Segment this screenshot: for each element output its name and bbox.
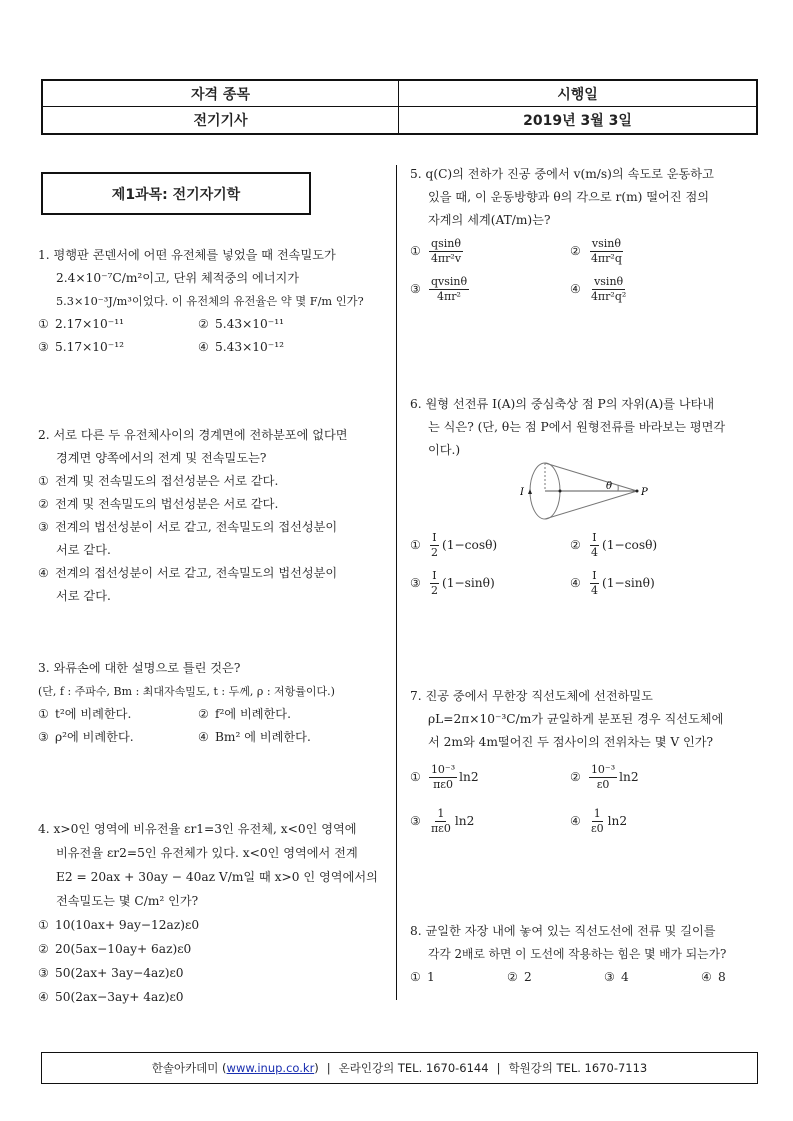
fraction: $\frac{1}{\pi\varepsilon 0}$	[430, 806, 451, 835]
question-text: 자계의 세계(AT/m)는?	[428, 213, 551, 227]
options	[410, 232, 760, 308]
option-2[interactable]: ② 20(5ax−10ay+ 6az)ε0	[38, 942, 192, 956]
question-text: q(C)의 전하가 진공 중에서 v(m/s)의 속도로 운동하고	[425, 167, 714, 181]
footer-academy: 한솔아카데미 (	[151, 1061, 227, 1075]
question-text: 경계면 양쪽에서의 전계 및 전속밀도는?	[56, 451, 267, 465]
exam-info-table	[41, 79, 758, 135]
fraction: $\frac{\text{10⁻³}}{\pi\varepsilon 0}$	[430, 762, 456, 791]
question-text: 평행판 콘덴서에 어떤 유전체를 넣었을 때 전속밀도가	[53, 248, 336, 262]
question-number: 6.	[410, 397, 422, 411]
question-text: 진공 중에서 무한장 직선도체에 선전하밀도	[425, 689, 653, 703]
question-text: 와류손에 대한 설명으로 틀린 것은?	[53, 661, 241, 675]
option-1[interactable]: ① 10(10ax+ 9ay−12az)ε0	[38, 918, 200, 932]
question-text: 5.3×10⁻³J/m³이었다. 이 유전체의 유전율은 약 몇 F/m 인가?	[56, 295, 364, 308]
option-4[interactable]: ④ $\frac{I}{4}$ (1−sinθ)	[570, 568, 655, 597]
label-current: I	[520, 487, 524, 498]
option-3[interactable]: ③ 50(2ax+ 3ay−4az)ε0	[38, 966, 184, 980]
option-4[interactable]: ④ Bm² 에 비례한다.	[198, 730, 311, 744]
option-2[interactable]: ② 전계 및 전속밀도의 법선성분은 서로 같다.	[38, 497, 279, 511]
options	[38, 703, 393, 749]
question-7	[410, 685, 760, 840]
header-cell-date-label: 시행일	[399, 81, 756, 107]
question-text: 각각 2배로 하면 이 도선에 작용하는 힘은 몇 배가 되는가?	[428, 947, 727, 961]
option-3[interactable]: ③ $\frac{qvsin\theta}{\text{4πr²}}$	[410, 274, 468, 303]
option-2[interactable]: ② $\frac{I}{4}$ (1−cosθ)	[570, 530, 658, 559]
option-4[interactable]: ④ 8	[701, 970, 726, 984]
point-p-dot	[636, 490, 639, 493]
option-1[interactable]: ① 1	[410, 970, 435, 984]
current-arrow-icon	[528, 489, 532, 494]
cone-lower-line	[545, 491, 637, 519]
question-4	[38, 817, 393, 1009]
question-8	[410, 920, 760, 989]
question-text: 이다.)	[428, 443, 461, 457]
footer-website-link[interactable]: www.inup.co.kr	[226, 1061, 315, 1075]
option-1[interactable]: ① $\frac{I}{2}$ (1−cosθ)	[410, 530, 498, 559]
question-number: 2.	[38, 428, 50, 442]
footer: 한솔아카데미 ( www.inup.co.kr ) | 온라인강의 TEL. 1670-6144 | 학원강의 TEL. 1670-7113	[41, 1052, 758, 1084]
header-cell-qualification-label: 자격 종목	[43, 81, 399, 107]
option-1[interactable]: ① 전계 및 전속밀도의 접선성분은 서로 같다.	[38, 474, 279, 488]
option-1[interactable]: ① t²에 비례한다.	[38, 707, 132, 721]
question-text: 는 식은? (단, θ는 점 P에서 원형전류를 바라보는 평면각	[428, 420, 726, 434]
question-5	[410, 163, 760, 308]
option-4[interactable]: ④ 5.43×10⁻¹²	[198, 340, 284, 354]
option-3[interactable]: ③ $\frac{1}{\pi\varepsilon 0}$ ln2	[410, 806, 475, 835]
footer-offline-phone: 학원강의 TEL. 1670-7113	[508, 1061, 648, 1075]
question-text: 있을 때, 이 운동방향과 θ의 각으로 r(m) 떨어진 점의	[428, 190, 710, 204]
option-2[interactable]: ② $\frac{\text{10⁻³}}{\varepsilon 0}$ ln2	[570, 762, 639, 791]
question-text: 2.4×10⁻⁷C/m²이고, 단위 체적중의 에너지가	[56, 271, 300, 285]
fraction: $\frac{qvsin\theta}{\text{4πr²}}$	[430, 274, 468, 303]
fraction: $\frac{qsin\theta}{\text{4πr²v}}$	[430, 236, 462, 265]
option-3[interactable]: ③ ρ²에 비례한다.	[38, 730, 134, 744]
question-number: 4.	[38, 822, 50, 836]
question-text: E2 = 20ax + 30ay − 40az V/m일 때 x>0 인 영역에서의	[56, 870, 378, 884]
cone-upper-line	[545, 463, 637, 491]
column-divider	[396, 165, 397, 1000]
question-6-options	[410, 526, 760, 602]
fraction: $\frac{I}{2}$	[430, 568, 438, 597]
option-4[interactable]: ④ $\frac{1}{\varepsilon 0}$ ln2	[570, 806, 628, 835]
option-3[interactable]: ③ 전계의 법선성분이 서로 같고, 전속밀도의 접선성분이 서로 같다.	[38, 520, 338, 557]
question-text: 원형 선전류 I(A)의 중심축상 점 P의 자위(A)를 나타내	[425, 397, 715, 411]
option-3[interactable]: ③ $\frac{I}{2}$ (1−sinθ)	[410, 568, 495, 597]
question-1	[38, 244, 393, 359]
question-number: 8.	[410, 924, 422, 938]
option-1[interactable]: ① 2.17×10⁻¹¹	[38, 317, 124, 331]
question-number: 7.	[410, 689, 422, 703]
question-number: 1.	[38, 248, 50, 262]
fraction: $\frac{vsin\theta}{\text{4πr²q}}$	[590, 236, 622, 265]
option-4[interactable]: ④ $\frac{vsin\theta}{\text{4πr²q²}}$	[570, 274, 627, 303]
option-2[interactable]: ② 2	[507, 970, 532, 984]
question-text: 서로 다른 두 유전체사이의 경계면에 전하분포에 없다면	[53, 428, 348, 442]
question-3	[38, 657, 393, 749]
footer-online-phone: 온라인강의 TEL. 1670-6144	[338, 1061, 489, 1075]
option-2[interactable]: ② $\frac{vsin\theta}{\text{4πr²q}}$	[570, 236, 622, 265]
question-2	[38, 424, 393, 608]
question-text: 서 2m와 4m떨어진 두 점사이의 전위차는 몇 V 인가?	[428, 735, 714, 749]
question-text: 전속밀도는 몇 C/m² 인가?	[56, 894, 199, 908]
header-cell-qualification-value: 전기기사	[43, 107, 399, 133]
center-dot	[559, 490, 562, 493]
fraction: $\frac{1}{\varepsilon 0}$	[590, 806, 604, 835]
fraction: $\frac{\text{10⁻³}}{\varepsilon 0}$	[590, 762, 616, 791]
option-2[interactable]: ② f²에 비례한다.	[198, 707, 291, 721]
option-4[interactable]: ④ 전계의 접선성분이 서로 같고, 전속밀도의 법선성분이 서로 같다.	[38, 566, 338, 603]
option-3[interactable]: ③ 4	[604, 970, 629, 984]
question-text: x>0인 영역에 비유전율 εr1=3인 유전체, x<0인 영역에	[53, 822, 357, 836]
question-text: ρL=2π×10⁻³C/m가 균일하게 분포된 경우 직선도체에	[428, 712, 724, 726]
option-1[interactable]: ① $\frac{\text{10⁻³}}{\pi\varepsilon 0}$ ln2	[410, 762, 479, 791]
options	[410, 758, 760, 840]
question-number: 3.	[38, 661, 50, 675]
subject-title: 제1과목: 전기자기학	[41, 172, 311, 215]
label-point: P	[641, 487, 648, 498]
question-text: 비유전율 εr2=5인 유전체가 있다. x<0인 영역에서 전계	[56, 846, 358, 860]
question-text: 균일한 자장 내에 놓여 있는 직선도선에 전류 및 길이를	[425, 924, 716, 938]
options	[38, 313, 393, 359]
question-number: 5.	[410, 167, 422, 181]
fraction: $\frac{I}{2}$	[430, 530, 438, 559]
fraction: $\frac{I}{4}$	[590, 530, 598, 559]
option-4[interactable]: ④ 50(2ax−3ay+ 4az)ε0	[38, 990, 184, 1004]
option-2[interactable]: ② 5.43×10⁻¹¹	[198, 317, 284, 331]
options	[410, 966, 760, 989]
header-cell-date-value: 2019년 3월 3일	[523, 113, 632, 129]
footer-separator: |	[496, 1061, 501, 1075]
question-6	[410, 393, 760, 462]
option-1[interactable]: ① $\frac{qsin\theta}{\text{4πr²v}}$	[410, 236, 462, 265]
option-3[interactable]: ③ 5.17×10⁻¹²	[38, 340, 124, 354]
footer-separator: |	[326, 1061, 331, 1075]
fraction: $\frac{I}{4}$	[590, 568, 598, 597]
question-note: (단, f : 주파수, Bm : 최대자속밀도, t : 두께, ρ : 저항률이다.)	[38, 685, 335, 698]
label-angle: θ	[606, 481, 613, 492]
fraction: $\frac{vsin\theta}{\text{4πr²q²}}$	[590, 274, 627, 303]
circular-current-diagram	[520, 458, 670, 528]
